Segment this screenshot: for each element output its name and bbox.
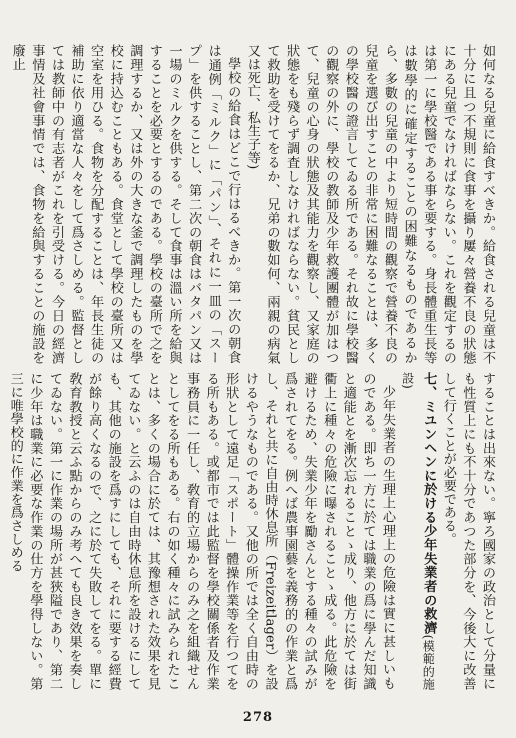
paragraph-youth-unemployment: 少年失業者の生理上心理上の危險は實に甚しいものである。即ち一方に於ては職業の爲に學んだ知識と適能とを漸次忘れることゝ成り、他方に於ては街衢上に種々の危險に曝されることゝ成る。此危險を避けるため、失業少年を勵さんとする種々の試みが爲されてをる。例へば農事園藝を義務的の作業と爲し、それと共に自由時休息所（Freizeitlager）を設けるやうなものである。又他の所では全く自由時の形狀として遠足「スポート」體操作業等を行つてをる所もある。或都市では此監督を學校關係者及作業事務員に一任し、敎育的立場からのみ之を組織せんとしてをる所もある。右の如く種々に試みられたことは、多くの場合に於ては、其豫想された效果を見てゐない。と云ふのは自由時休息所を設けるにしても、其他の施設を爲すにしても、それに要する經費が餘り高くなるので、之に於て失敗してをる。單に敎育教授と云ふ點からのみ考へても良き效果を奏してゐない。第一に作業の場所が甚狹隘であり、第二に少年は職業に必要な作業の仕方を學得しない。第三に唯學校的に作業を爲さしめる — [7, 372, 396, 690]
paragraph-feeding-target: 如何なる兒童に給食すべきか。給食される兒童は不十分に且つ不規則に食事を攝り屢々營養不良の狀態にある兒童でなければならない。これを觀定するのは第一に學校醫である事を要する。身長體重生長等は數學的に確定することの困難なるものであるから、多數の兒童の中より短時間の觀察で營養不良の兒童を選び出すことの非常に困難なることは、多くの學校醫の證言してゐる所である。それ故に學校醫の觀察の外に、學校の教師及少年救護團體が加はつて、兒童の心身の狀態及其能力を觀察し、又家庭の狀態をも殘らず調査しなければならない。貧民として救助を受けてをるか、兄弟の數如何、兩親の病氣又は死亡、私生子等) — [244, 44, 495, 364]
section-heading-subtitle: (模範的施設) — [400, 372, 436, 691]
lower-text-block — [7, 372, 497, 691]
paragraph-continuation: することは出來ない。寧ろ國家の政治として分量にも性質上にも不十分であつた部分を、今後大に改善して行くことが必要である。 — [440, 372, 495, 690]
section-heading — [397, 372, 438, 690]
upper-text-block — [9, 44, 497, 364]
page-number: 278 — [242, 710, 274, 725]
section-heading-title: 七、ミユンヘンに於ける少年失業者の救濟 — [421, 372, 437, 635]
paragraph-feeding-location: 學校の給食はどこで行はるべきか。第一次の朝食は通例「ミルク」に「パン」、それに一皿の「スープ」を供することし、第二次の朝食はバタパン又は一場のミルクを供する。そして食事は溫い所を給與することを必要とするのである。學校の臺所で之を調理するか、又は外の大きな釜で調理したものを學校に持込むこともある。食堂として學校の臺所又は空室を用ひる。食物を分配することは、年長生徒の補助に依り適當な人々をして爲さしめる。監督としては教師中の有志者がこれを引受ける。今日の經濟事情及社會事情では、食物を給與することの施設を廢止 — [9, 44, 241, 364]
